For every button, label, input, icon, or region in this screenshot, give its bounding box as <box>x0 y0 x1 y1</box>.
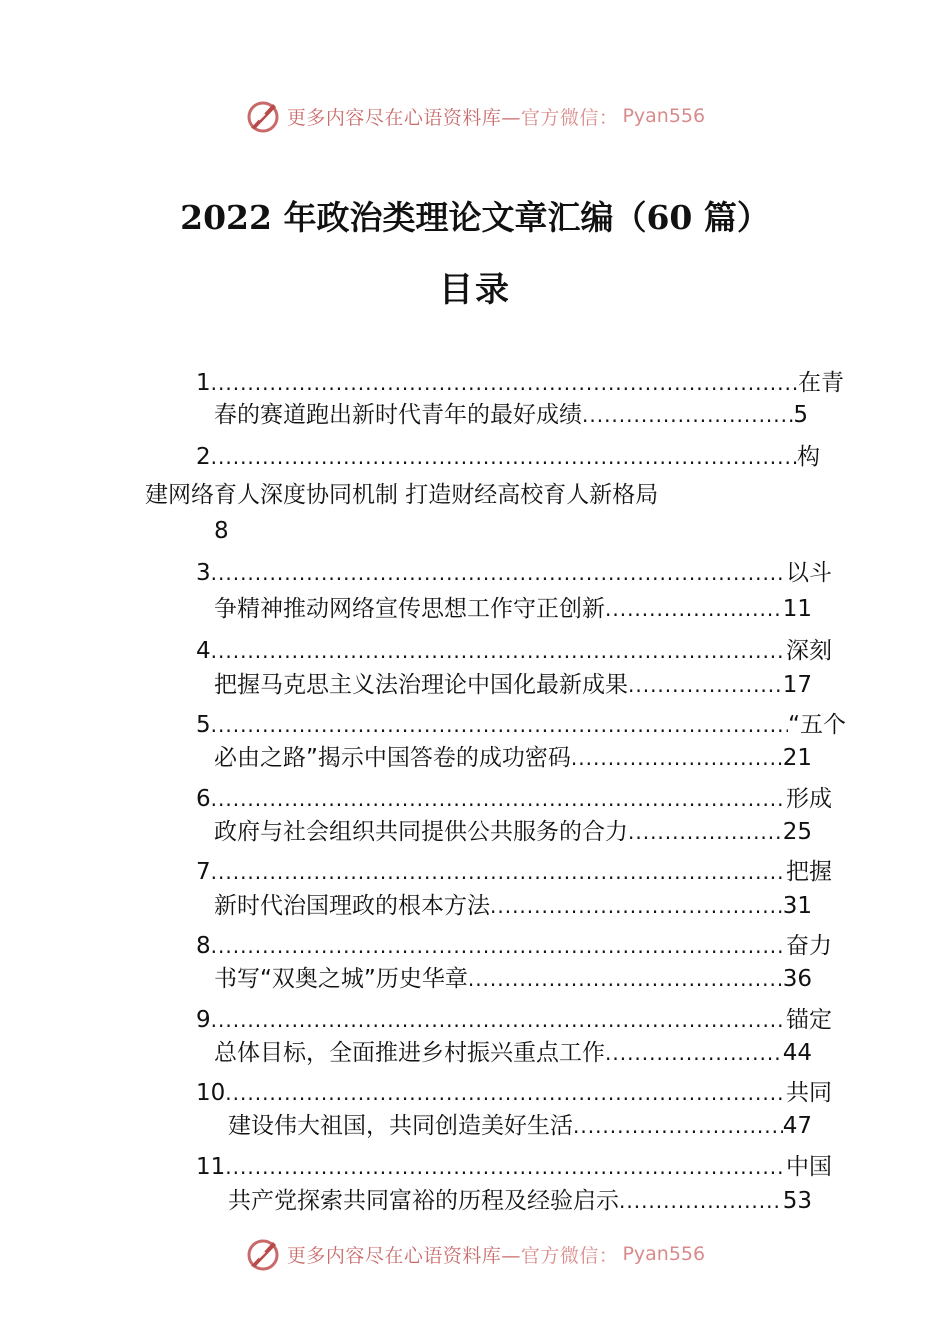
leader-dots <box>582 398 793 432</box>
toc-entry-3-line-1[interactable] <box>196 556 832 590</box>
toc-entry-9-line-2[interactable] <box>214 1036 812 1070</box>
toc-entry-8-line-2[interactable] <box>214 962 812 996</box>
toc-entry-8-line-1[interactable] <box>196 929 832 963</box>
toc-entry-title-start: 中国 <box>786 1154 832 1180</box>
toc-entry-title: 总体目标，全面推进乡村振兴重点工作 <box>214 1040 605 1066</box>
toc-entry-6-line-1[interactable] <box>196 782 832 816</box>
leader-dots <box>211 782 786 816</box>
toc-entry-number: 6 <box>196 786 211 812</box>
toc-entry-number: 8 <box>196 933 211 959</box>
leader-dots <box>211 440 797 474</box>
leader-dots <box>605 592 783 626</box>
leader-dots <box>225 1076 786 1110</box>
leader-dots <box>211 634 786 668</box>
document-title: 2022 年政治类理论文章汇编（60 篇） <box>180 198 770 237</box>
banner-text <box>287 103 619 130</box>
toc-entry-page: 53 <box>782 1188 812 1214</box>
toc-entry-title-start: 锚定 <box>786 1007 832 1033</box>
toc-entry-4-line-1[interactable] <box>196 634 832 668</box>
toc-entry-title-start: 深刻 <box>786 638 832 664</box>
toc-entry-page: 17 <box>782 672 812 698</box>
toc-entry-2-line-1[interactable] <box>196 440 820 474</box>
leader-dots <box>211 556 786 590</box>
leader-dots <box>225 1150 786 1184</box>
leader-dots <box>628 815 783 849</box>
toc-entry-page: 36 <box>782 966 812 992</box>
toc-entry-7-line-1[interactable] <box>196 855 832 889</box>
toc-entry-page: 5 <box>793 402 808 428</box>
toc-entry-title: 建设伟大祖国，共同创造美好生活 <box>228 1113 573 1139</box>
toc-entry-title-start: “五个 <box>788 712 846 738</box>
toc-entry-page: 8 <box>214 518 229 544</box>
toc-entry-page: 25 <box>782 819 812 845</box>
toc-entry-title-start: 共同 <box>786 1080 832 1106</box>
leader-dots <box>619 1184 783 1218</box>
toc-entry-title: 共产党探索共同富裕的历程及经验启示 <box>228 1188 619 1214</box>
leader-dots <box>628 668 783 702</box>
toc-entry-title-start: 在青 <box>798 370 844 396</box>
toc-entry-page: 47 <box>782 1113 812 1139</box>
header-banner <box>0 96 950 136</box>
leader-dots <box>490 889 783 923</box>
toc-entry-title: 政府与社会组织共同提供公共服务的合力 <box>214 819 628 845</box>
toc-entry-10-line-1[interactable] <box>196 1076 832 1110</box>
toc-entry-1-line-2[interactable] <box>214 398 808 432</box>
wechat-id: Pyan556 <box>622 1243 706 1265</box>
toc-entry-1-line-1[interactable] <box>196 366 844 400</box>
leader-dots <box>573 1109 783 1143</box>
leader-dots <box>211 855 786 889</box>
quill-logo-icon <box>245 1236 281 1272</box>
toc-entry-page: 21 <box>782 745 812 771</box>
toc-entry-title: 春的赛道跑出新时代青年的最好成绩 <box>214 402 582 428</box>
toc-entry-number: 11 <box>196 1154 226 1180</box>
toc-entry-page: 44 <box>782 1040 812 1066</box>
toc-entry-7-line-2[interactable] <box>214 889 812 923</box>
toc-entry-title: 必由之路”揭示中国答卷的成功密码 <box>214 745 571 771</box>
toc-entry-title: 建网络育人深度协同机制 打造财经高校育人新格局 <box>145 482 659 508</box>
toc-entry-3-line-2[interactable] <box>214 592 812 626</box>
toc-entry-4-line-2[interactable] <box>214 668 812 702</box>
banner-official-text: 官方微信： <box>520 1244 619 1267</box>
wechat-id: Pyan556 <box>622 105 706 127</box>
toc-entry-number: 9 <box>196 1007 211 1033</box>
leader-dots <box>211 366 798 400</box>
leader-dots <box>211 1003 786 1037</box>
leader-dots <box>211 708 788 742</box>
toc-entry-title-start: 把握 <box>786 859 832 885</box>
toc-entry-number: 2 <box>196 444 211 470</box>
toc-entry-5-line-1[interactable] <box>196 708 846 742</box>
toc-entry-title-start: 奋力 <box>786 933 832 959</box>
toc-entry-number: 5 <box>196 712 211 738</box>
toc-entry-number: 4 <box>196 638 211 664</box>
toc-entry-11-line-2[interactable] <box>228 1184 812 1218</box>
toc-entry-number: 1 <box>196 370 211 396</box>
toc-entry-number: 10 <box>196 1080 226 1106</box>
toc-entry-2-line-2[interactable] <box>145 478 765 512</box>
toc-entry-title-start: 构 <box>797 444 820 470</box>
toc-entry-6-line-2[interactable] <box>214 815 812 849</box>
toc-entry-number: 7 <box>196 859 211 885</box>
toc-heading: 目录 <box>439 270 511 310</box>
leader-dots <box>571 741 783 775</box>
toc-entry-title-start: 以斗 <box>786 560 832 586</box>
toc-entry-title: 争精神推动网络宣传思想工作守正创新 <box>214 596 605 622</box>
footer-banner <box>0 1234 950 1274</box>
toc-entry-5-line-2[interactable] <box>214 741 812 775</box>
toc-entry-title-start: 形成 <box>786 786 832 812</box>
toc-entry-title: 把握马克思主义法治理论中国化最新成果 <box>214 672 628 698</box>
toc-entry-title: 书写“双奥之城”历史华章 <box>214 966 468 992</box>
banner-text <box>287 1241 619 1268</box>
toc-entry-9-line-1[interactable] <box>196 1003 832 1037</box>
toc-entry-page: 11 <box>782 596 812 622</box>
banner-official-text: 官方微信： <box>520 106 619 129</box>
toc-entry-number: 3 <box>196 560 211 586</box>
leader-dots <box>605 1036 783 1070</box>
leader-dots <box>468 962 783 996</box>
toc-entry-10-line-2[interactable] <box>228 1109 812 1143</box>
banner-main-text: 更多内容尽在心语资料库— <box>286 1244 521 1267</box>
toc-entry-2-line-3[interactable] <box>214 514 274 548</box>
quill-logo-icon <box>245 98 281 134</box>
toc-entry-title: 新时代治国理政的根本方法 <box>214 893 490 919</box>
toc-entry-page: 31 <box>782 893 812 919</box>
banner-main-text: 更多内容尽在心语资料库— <box>286 106 521 129</box>
leader-dots <box>211 929 786 963</box>
toc-entry-11-line-1[interactable] <box>196 1150 832 1184</box>
